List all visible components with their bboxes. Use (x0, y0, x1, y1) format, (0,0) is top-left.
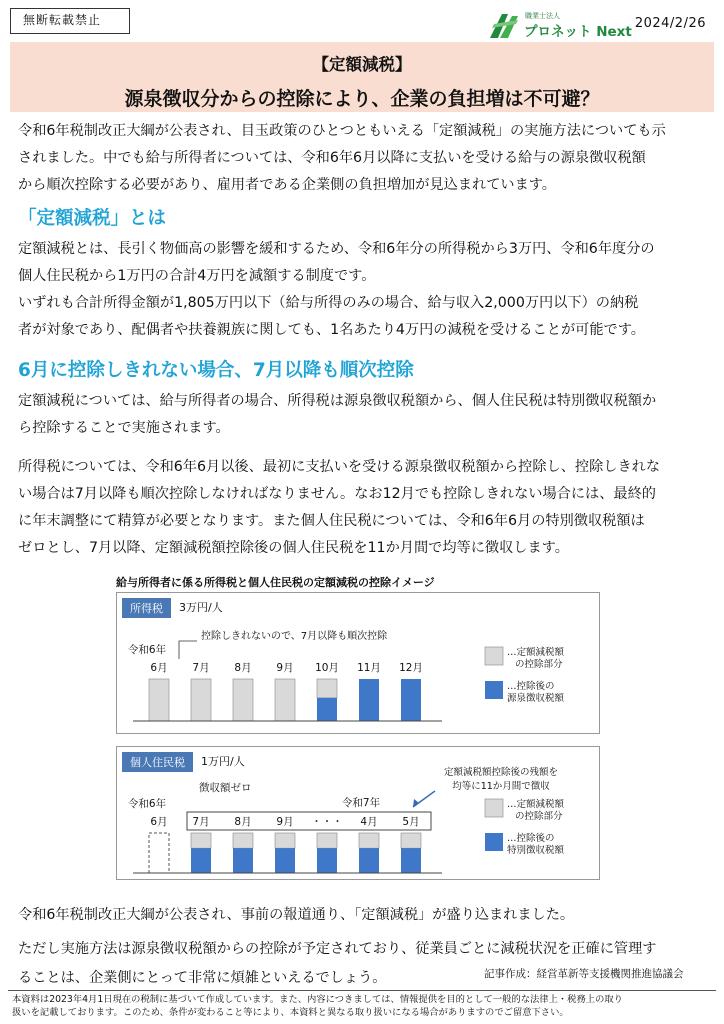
disclaimer-line: 扱いを記載しております。このため、条件が変わること等により、本資料と異なる取り扱いになる場合がありますのでご留意下さい。 (12, 1007, 569, 1018)
month-label: 8月 (234, 816, 252, 828)
income-tax-amount: 3万円/人 (179, 601, 223, 614)
remaining-note: 定額減税額控除後の残額を (443, 767, 559, 778)
disclaimer-line: 本資料は2023年4月1日現在の税制に基づいて作成しています。また、内容につきましては、情報提供を目的として一般的な法律上・税務上の取り (12, 994, 623, 1005)
deduction-note: 控除しきれないので、7月以降も順次控除 (201, 631, 388, 642)
tax-bar (359, 679, 379, 721)
month-label: 12月 (399, 662, 423, 674)
legend-label: の控除部分 (515, 811, 563, 822)
legend-label: …控除後の (507, 833, 555, 844)
zero-collection-label: 徴収額ゼロ (199, 782, 252, 794)
section2-line: に年末調整にて精算が必要となります。また個人住民税については、令和6年6月の特別徴収税額は (18, 513, 645, 529)
legend-swatch-tax (485, 833, 503, 851)
article-credit: 記事作成：経営革新等支援機関推進協議会 (484, 968, 684, 980)
legend-swatch-deduction (485, 799, 503, 817)
resident-tax-tag: 個人住民税 (122, 752, 193, 772)
resident-tax-diagram (117, 747, 601, 881)
legend-label: …控除後の (507, 681, 555, 692)
tax-bar (317, 698, 337, 721)
publish-date: 2024/2/26 (634, 16, 706, 31)
legend-swatch-deduction (485, 647, 503, 665)
legend-swatch-tax (485, 681, 503, 699)
title-line2: 源泉徴収分からの控除により、企業の負担増は不可避？ (124, 88, 600, 110)
closing-line: ることは、企業側にとって非常に煩雑といえるでしょう。 (18, 970, 387, 986)
deduction-bar (401, 833, 421, 848)
tax-bar (233, 848, 253, 873)
month-label: 7月 (192, 662, 210, 674)
year2-label: 令和7年 (341, 797, 381, 809)
tax-bar (191, 848, 211, 873)
legend-label: …定額減税額 (507, 647, 565, 658)
tax-bar (359, 848, 379, 873)
resident-tax-amount: 1万円/人 (201, 755, 245, 768)
legend-label: 特別徴収税額 (507, 845, 565, 856)
section2-heading: 6月に控除しきれない場合、7月以降も順次控除 (18, 360, 414, 381)
deduction-bar (233, 833, 253, 848)
logo-brand-text: プロネット Next (524, 24, 632, 40)
section1-line: 者が対象であり、配偶者や扶養親族に関しても、1名あたり4万円の減税を受けることが可能です。 (18, 322, 645, 338)
month-label: 6月 (150, 816, 168, 828)
deduction-bar (191, 679, 211, 721)
intro-line: 令和6年税制改正大綱が公表され、目玉政策のひとつともいえる「定額減税」の実施方法についても示 (18, 123, 666, 139)
section2-line: ら控除することで実施されます。 (18, 420, 230, 436)
deduction-bar (317, 833, 337, 848)
no-reprint-badge: 無断転載禁止 (10, 8, 130, 34)
deduction-bar (275, 833, 295, 848)
section2-line: ゼロとし、7月以降、定額減税額控除後の個人住民税を11か月間で均等に徴収します。 (18, 540, 569, 556)
month-label: 7月 (192, 816, 210, 828)
resident-tax-panel (116, 746, 600, 880)
leaf-logo-icon (488, 10, 522, 40)
title-line1: 【定額減税】 (312, 55, 412, 74)
section1-heading: 「定額減税」とは (18, 208, 167, 229)
intro-paragraph (18, 118, 712, 199)
closing-line: ただし実施方法は源泉徴収税額からの控除が予定されており、従業員ごとに減税状況を正確に管理す (18, 941, 657, 957)
company-logo (488, 4, 638, 44)
deduction-bar (233, 679, 253, 721)
deduction-bar (149, 679, 169, 721)
month-label: 8月 (234, 662, 252, 674)
income-tax-panel (116, 592, 600, 734)
month-label: 6月 (150, 662, 168, 674)
empty-month-bar (149, 833, 169, 873)
section1-line: いずれも合計所得金額が1,805万円以下（給与所得のみの場合、給与収入2,000万円以下）の納税 (18, 295, 639, 311)
section2-paragraph2 (18, 454, 712, 562)
section1-paragraph (18, 236, 712, 344)
section2-line: 定額減税については、給与所得者の場合、所得税は源泉徴収税額から、個人住民税は特別徴収税額か (18, 393, 657, 409)
closing-line1: 令和6年税制改正大綱が公表され、事前の報道通り、「定額減税」が盛り込まれました。 (18, 907, 575, 923)
income-tax-diagram (117, 593, 601, 735)
section1-line: 定額減税とは、長引く物価高の影響を緩和するため、令和6年分の所得税から3万円、令和6年度分の (18, 241, 655, 257)
intro-line: から順次控除する必要があり、雇用者である企業側の負担増加が見込まれています。 (18, 177, 556, 193)
month-label: 11月 (357, 662, 381, 674)
deduction-bar (317, 679, 337, 698)
closing-paragraph (18, 935, 714, 993)
month-label: 10月 (315, 662, 339, 674)
year-label: 令和6年 (127, 798, 167, 810)
disclaimer (12, 993, 712, 1019)
section2-paragraph1 (18, 388, 712, 442)
intro-line: されました。中でも給与所得者については、令和6年6月以降に支払いを受ける給与の源泉徴収税額 (18, 150, 646, 166)
tax-bar (401, 679, 421, 721)
footer-divider (8, 990, 716, 991)
month-label: 5月 (402, 816, 420, 828)
legend-label: …定額減税額 (507, 799, 565, 810)
month-label: 9月 (276, 816, 294, 828)
title-banner (10, 42, 714, 112)
deduction-bar (191, 833, 211, 848)
month-label: 9月 (276, 662, 294, 674)
deduction-bar (275, 679, 295, 721)
tax-bar (401, 848, 421, 873)
month-label: 4月 (360, 816, 378, 828)
tax-bar (275, 848, 295, 873)
year-label: 令和6年 (127, 644, 167, 656)
collection-months-box (187, 812, 431, 830)
arrow-icon (413, 799, 419, 807)
legend-label: 源泉徴収税額 (507, 693, 565, 704)
section2-line: 所得税については、令和6年6月以後、最初に支払いを受ける源泉徴収税額から控除し、控除しきれな (18, 459, 661, 475)
logo-org-text: 職業士法人 (525, 12, 560, 20)
month-label: ・・・ (311, 816, 343, 828)
section2-line: い場合は7月以降も順次控除しなければなりません。なお12月でも控除しきれない場合には、最終的 (18, 486, 656, 502)
tax-bar (317, 848, 337, 873)
section1-line: 個人住民税から1万円の合計4万円を減額する制度です。 (18, 268, 376, 284)
legend-label: の控除部分 (515, 659, 563, 670)
figure-title: 給与所得者に係る所得税と個人住民税の定額減税の控除イメージ (116, 576, 435, 589)
remaining-note: 均等に11か月間で徴収 (452, 781, 550, 792)
callout-line (179, 641, 197, 659)
income-tax-tag: 所得税 (122, 598, 171, 618)
deduction-bar (359, 833, 379, 848)
